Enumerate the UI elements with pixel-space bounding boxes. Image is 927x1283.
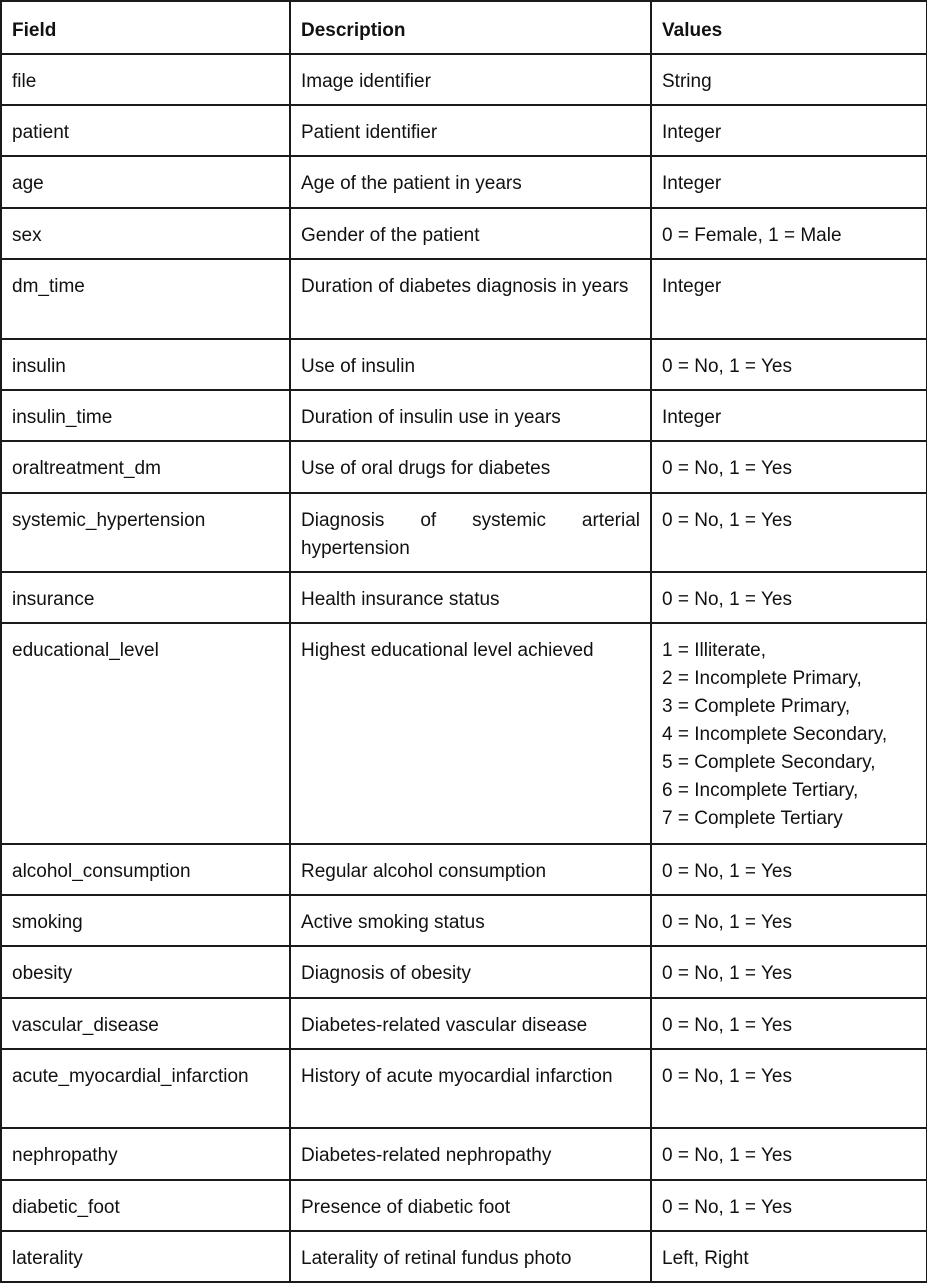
- values-cell: 0 = No, 1 = Yes: [651, 1180, 927, 1231]
- table-row: [1, 1049, 927, 1128]
- field-cell: educational_level: [1, 623, 290, 844]
- table-row: [1, 998, 927, 1049]
- values-cell: 0 = No, 1 = Yes: [651, 946, 927, 998]
- description-cell: Use of insulin: [290, 339, 651, 390]
- field-cell: age: [1, 156, 290, 208]
- table-row: [1, 259, 927, 339]
- description-cell: Age of the patient in years: [290, 156, 651, 208]
- values-cell: Left, Right: [651, 1231, 927, 1282]
- values-cell: Integer: [651, 390, 927, 441]
- field-cell: systemic_hypertension: [1, 493, 290, 572]
- table-row: [1, 156, 927, 208]
- values-cell: Integer: [651, 156, 927, 208]
- table-row: [1, 946, 927, 998]
- field-cell: laterality: [1, 1231, 290, 1282]
- description-cell: Duration of diabetes diagnosis in years: [290, 259, 651, 339]
- table-row: [1, 1180, 927, 1231]
- description-cell: Duration of insulin use in years: [290, 390, 651, 441]
- description-cell: Diabetes-related vascular disease: [290, 998, 651, 1049]
- table-row: [1, 572, 927, 623]
- field-cell: obesity: [1, 946, 290, 998]
- description-cell: History of acute myocardial infarction: [290, 1049, 651, 1128]
- field-cell: insulin: [1, 339, 290, 390]
- field-cell: file: [1, 54, 290, 105]
- field-cell: vascular_disease: [1, 998, 290, 1049]
- values-cell: 1 = Illiterate, 2 = Incomplete Primary, 3 = Complete Primary, 4 = Incomplete Secondary, 5 = Complete Secondary, 6 = Incomplete Tertiary, 7 = Complete Tertiary: [651, 623, 927, 844]
- description-cell: Diagnosis of systemic arterial hypertension: [290, 493, 651, 572]
- description-cell: Active smoking status: [290, 895, 651, 946]
- description-cell: Diabetes-related nephropathy: [290, 1128, 651, 1180]
- values-cell: 0 = No, 1 = Yes: [651, 572, 927, 623]
- values-cell: 0 = No, 1 = Yes: [651, 441, 927, 493]
- table-row: [1, 54, 927, 105]
- table-row: [1, 1231, 927, 1282]
- field-cell: patient: [1, 105, 290, 156]
- values-cell: 0 = No, 1 = Yes: [651, 339, 927, 390]
- values-cell: 0 = No, 1 = Yes: [651, 998, 927, 1049]
- values-cell: 0 = No, 1 = Yes: [651, 1128, 927, 1180]
- field-cell: smoking: [1, 895, 290, 946]
- field-cell: diabetic_foot: [1, 1180, 290, 1231]
- field-cell: sex: [1, 208, 290, 259]
- description-cell: Highest educational level achieved: [290, 623, 651, 844]
- table-row: [1, 105, 927, 156]
- header-field: Field: [1, 1, 290, 54]
- description-cell: Laterality of retinal fundus photo: [290, 1231, 651, 1282]
- field-cell: nephropathy: [1, 1128, 290, 1180]
- table-row: [1, 623, 927, 844]
- values-cell: String: [651, 54, 927, 105]
- description-cell: Gender of the patient: [290, 208, 651, 259]
- field-cell: insurance: [1, 572, 290, 623]
- field-cell: oraltreatment_dm: [1, 441, 290, 493]
- field-cell: insulin_time: [1, 390, 290, 441]
- description-cell: Health insurance status: [290, 572, 651, 623]
- values-cell: Integer: [651, 259, 927, 339]
- description-cell: Patient identifier: [290, 105, 651, 156]
- values-cell: 0 = No, 1 = Yes: [651, 895, 927, 946]
- table-row: [1, 1128, 927, 1180]
- field-cell: dm_time: [1, 259, 290, 339]
- description-cell: Diagnosis of obesity: [290, 946, 651, 998]
- table-row: [1, 895, 927, 946]
- header-description: Description: [290, 1, 651, 54]
- description-cell: Image identifier: [290, 54, 651, 105]
- header-values: Values: [651, 1, 927, 54]
- field-cell: alcohol_consumption: [1, 844, 290, 895]
- values-cell: 0 = Female, 1 = Male: [651, 208, 927, 259]
- values-cell: 0 = No, 1 = Yes: [651, 844, 927, 895]
- table-row: [1, 441, 927, 493]
- table-row: [1, 493, 927, 572]
- description-cell: Regular alcohol consumption: [290, 844, 651, 895]
- field-cell: acute_myocardial_infarction: [1, 1049, 290, 1128]
- values-cell: 0 = No, 1 = Yes: [651, 493, 927, 572]
- values-cell: Integer: [651, 105, 927, 156]
- description-cell: Use of oral drugs for diabetes: [290, 441, 651, 493]
- table-row: [1, 208, 927, 259]
- values-cell: 0 = No, 1 = Yes: [651, 1049, 927, 1128]
- description-cell: Presence of diabetic foot: [290, 1180, 651, 1231]
- header-row: [1, 1, 927, 54]
- table-row: [1, 844, 927, 895]
- table-row: [1, 339, 927, 390]
- table-row: [1, 390, 927, 441]
